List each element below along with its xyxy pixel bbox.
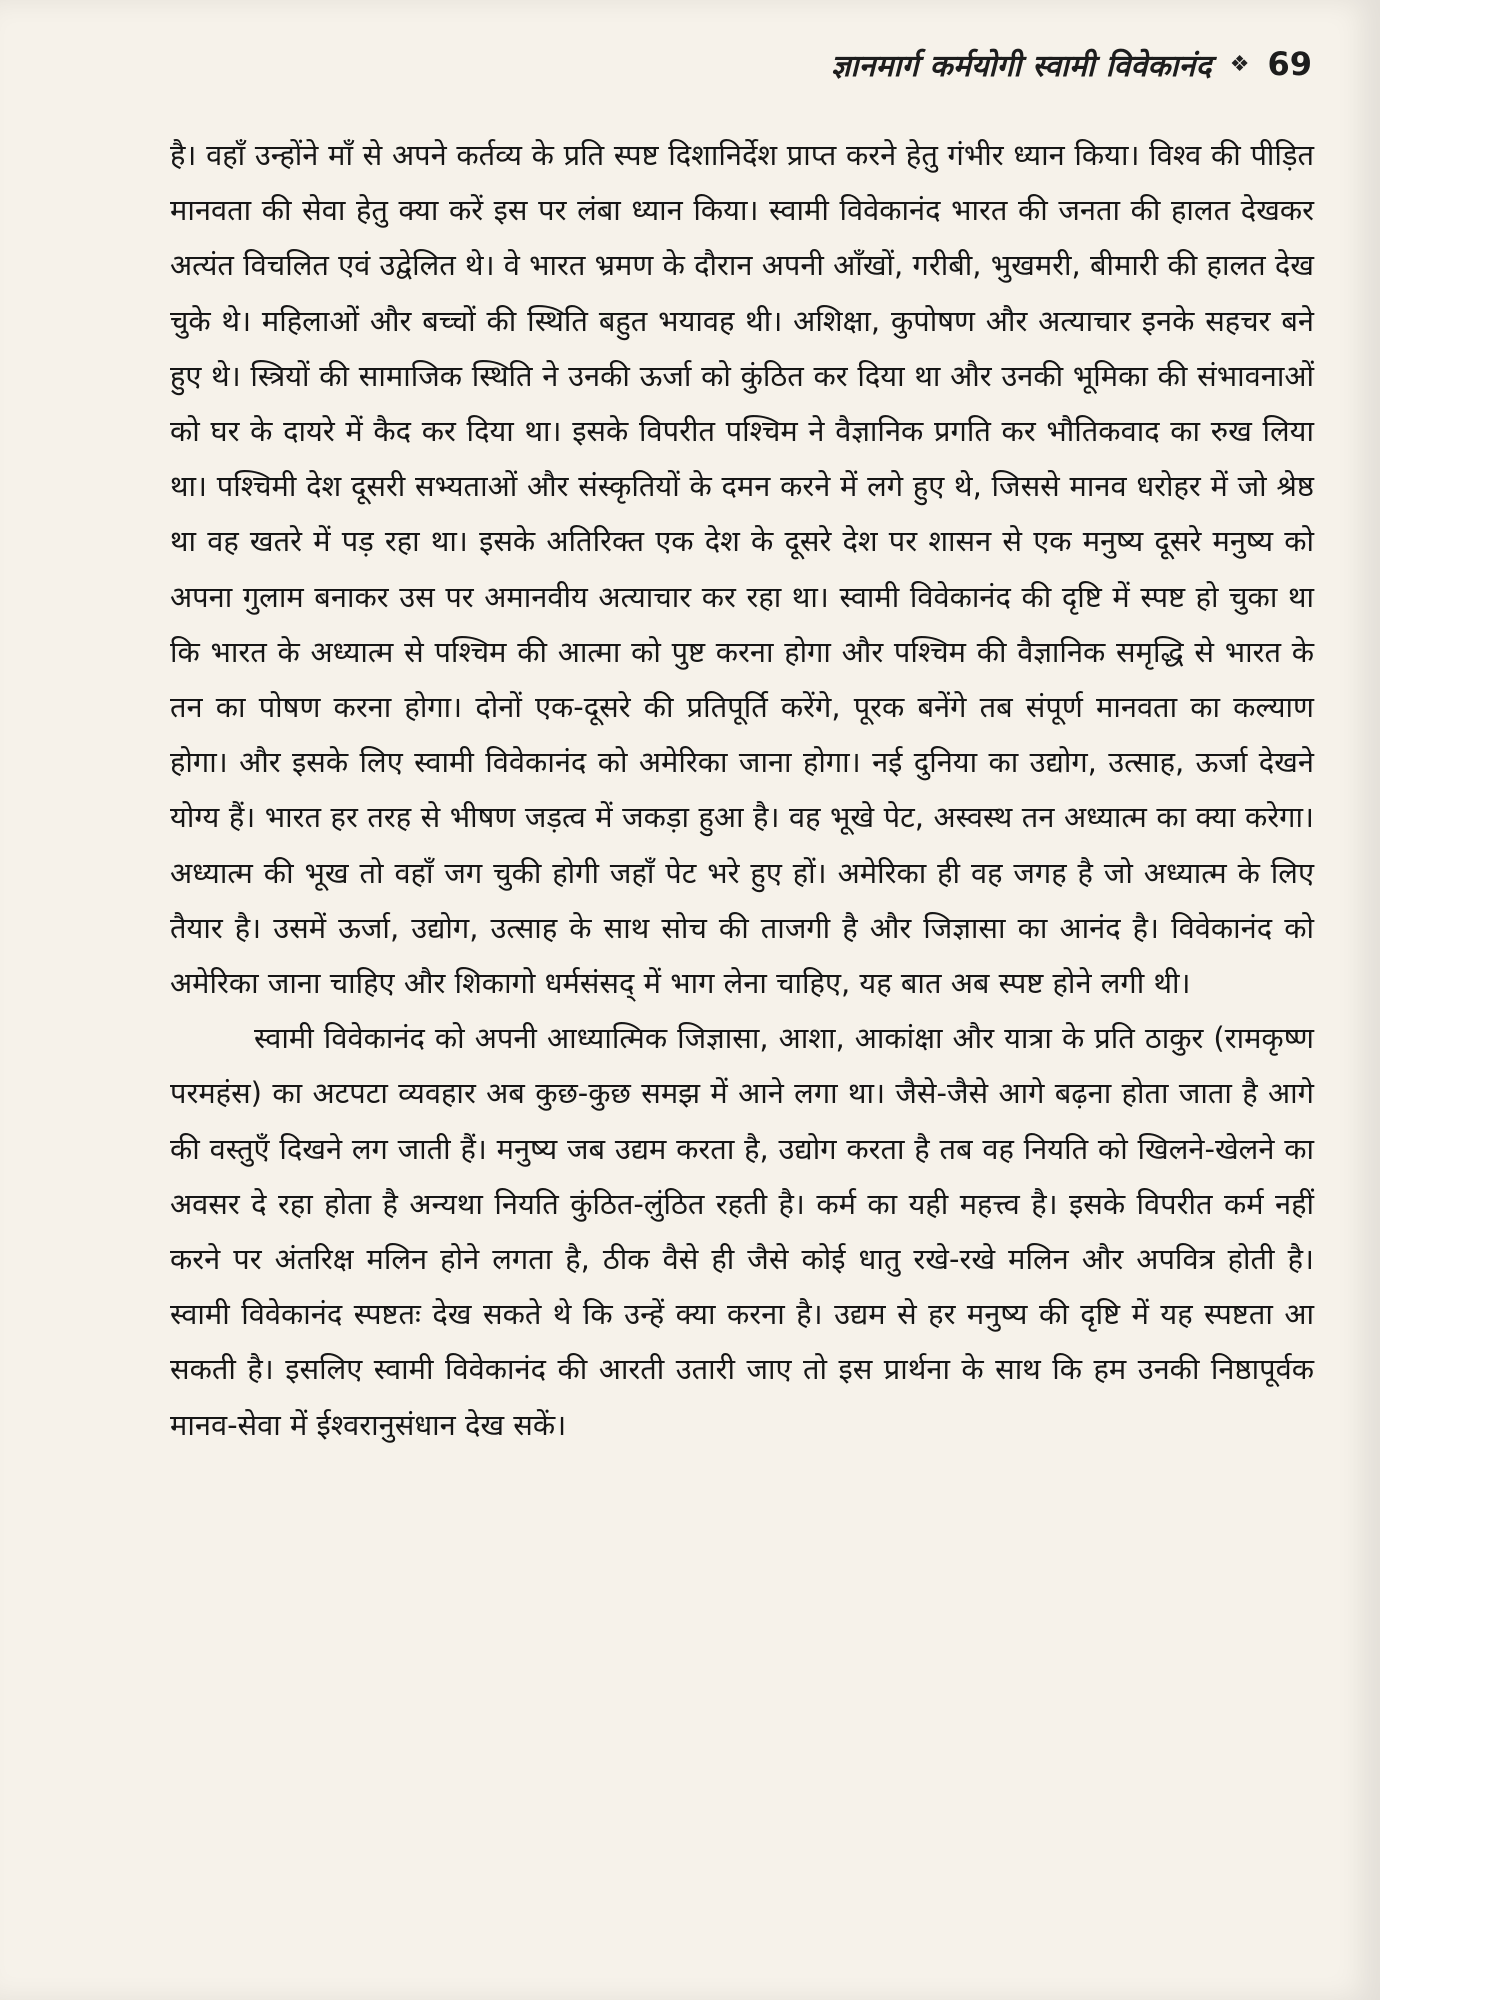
page-margin xyxy=(1380,0,1500,2000)
paragraph: स्वामी विवेकानंद को अपनी आध्यात्मिक जिज्ञासा, आशा, आकांक्षा और यात्रा के प्रति ठाकुर (रामकृष्ण परमहंस) का अटपटा व्यवहार अब कुछ-कुछ समझ में आने लगा था। जैसे-जैसे आगे बढ़ना होता जाता है आगे की वस्तुएँ दिखने लग जाती हैं। मनुष्य जब उद्यम करता है, उद्योग करता है तब वह नियति को खिलने-खेलने का अवसर दे रहा होता है अन्यथा नियति कुंठित-लुंठित रहती है। कर्म का यही महत्त्व है। इसके विपरीत कर्म नहीं करने पर अंतरिक्ष मलिन होने लगता है, ठीक वैसे ही जैसे कोई धातु रखे-रखे मलिन और अपवित्र होती है। स्वामी विवेकानंद स्पष्टतः देख सकते थे कि उन्हें क्या करना है। उद्यम से हर मनुष्य की दृष्टि में यह स्पष्टता आ सकती है। इसलिए स्वामी विवेकानंद की आरती उतारी जाए तो इस प्रार्थना के साथ कि हम उनकी निष्ठापूर्वक मानव-सेवा में ईश्वरानुसंधान देख सकें। xyxy=(170,1021,1314,1442)
book-title: ज्ञानमार्ग कर्मयोगी स्वामी विवेकानंद xyxy=(831,48,1212,84)
page-number: 69 xyxy=(1267,45,1312,83)
paragraph: है। वहाँ उन्होंने माँ से अपने कर्तव्य के प्रति स्पष्ट दिशानिर्देश प्राप्त करने हेतु गंभीर ध्यान किया। विश्व की पीड़ित मानवता की सेवा हेतु क्या करें इस पर लंबा ध्यान किया। स्वामी विवेकानंद भारत की जनता की हालत देखकर अत्यंत विचलित एवं उद्वेलित थे। वे भारत भ्रमण के दौरान अपनी आँखों, गरीबी, भुखमरी, बीमारी की हालत देख चुके थे। महिलाओं और बच्चों की स्थिति बहुत भयावह थी। अशिक्षा, कुपोषण और अत्याचार इनके सहचर बने हुए थे। स्त्रियों की सामाजिक स्थिति ने उनकी ऊर्जा को कुंठित कर दिया था और उनकी भूमिका की संभावनाओं को घर के दायरे में कैद कर दिया था। इसके विपरीत पश्चिम ने वैज्ञानिक प्रगति कर भौतिकवाद का रुख लिया था। पश्चिमी देश दूसरी सभ्यताओं और संस्कृतियों के दमन करने में लगे हुए थे, जिससे मानव धरोहर में जो श्रेष्ठ था वह खतरे में पड़ रहा था। इसके अतिरिक्त एक देश के दूसरे देश पर शासन से एक मनुष्य दूसरे मनुष्य को अपना गुलाम बनाकर उस पर अमानवीय अत्याचार कर रहा था। स्वामी विवेकानंद की दृष्टि में स्पष्ट हो चुका था कि भारत के अध्यात्म से पश्चिम की आत्मा को पुष्ट करना होगा और पश्चिम की वैज्ञानिक समृद्धि से भारत के तन का पोषण करना होगा। दोनों एक-दूसरे की प्रतिपूर्ति करेंगे, पूरक बनेंगे तब संपूर्ण मानवता का कल्याण होगा। और इसके लिए स्वामी विवेकानंद को अमेरिका जाना होगा। नई दुनिया का उद्योग, उत्साह, ऊर्जा देखने योग्य हैं। भारत हर तरह से भीषण जड़त्व में जकड़ा हुआ है। वह भूखे पेट, अस्वस्थ तन अध्यात्म का क्या करेगा। अध्यात्म की भूख तो वहाँ जग चुकी होगी जहाँ पेट भरे हुए हों। अमेरिका ही वह जगह है जो अध्यात्म के लिए तैयार है। उसमें ऊर्जा, उद्योग, उत्साह के साथ सोच की ताजगी है और जिज्ञासा का आनंद है। विवेकानंद को अमेरिका जाना चाहिए और शिकागो धर्मसंसद् में भाग लेना चाहिए, यह बात अब स्पष्ट होने लगी थी। xyxy=(170,138,1314,1001)
page-body xyxy=(170,128,1314,1453)
running-header xyxy=(170,40,1312,88)
ornament-icon: ❖ xyxy=(1229,51,1250,77)
